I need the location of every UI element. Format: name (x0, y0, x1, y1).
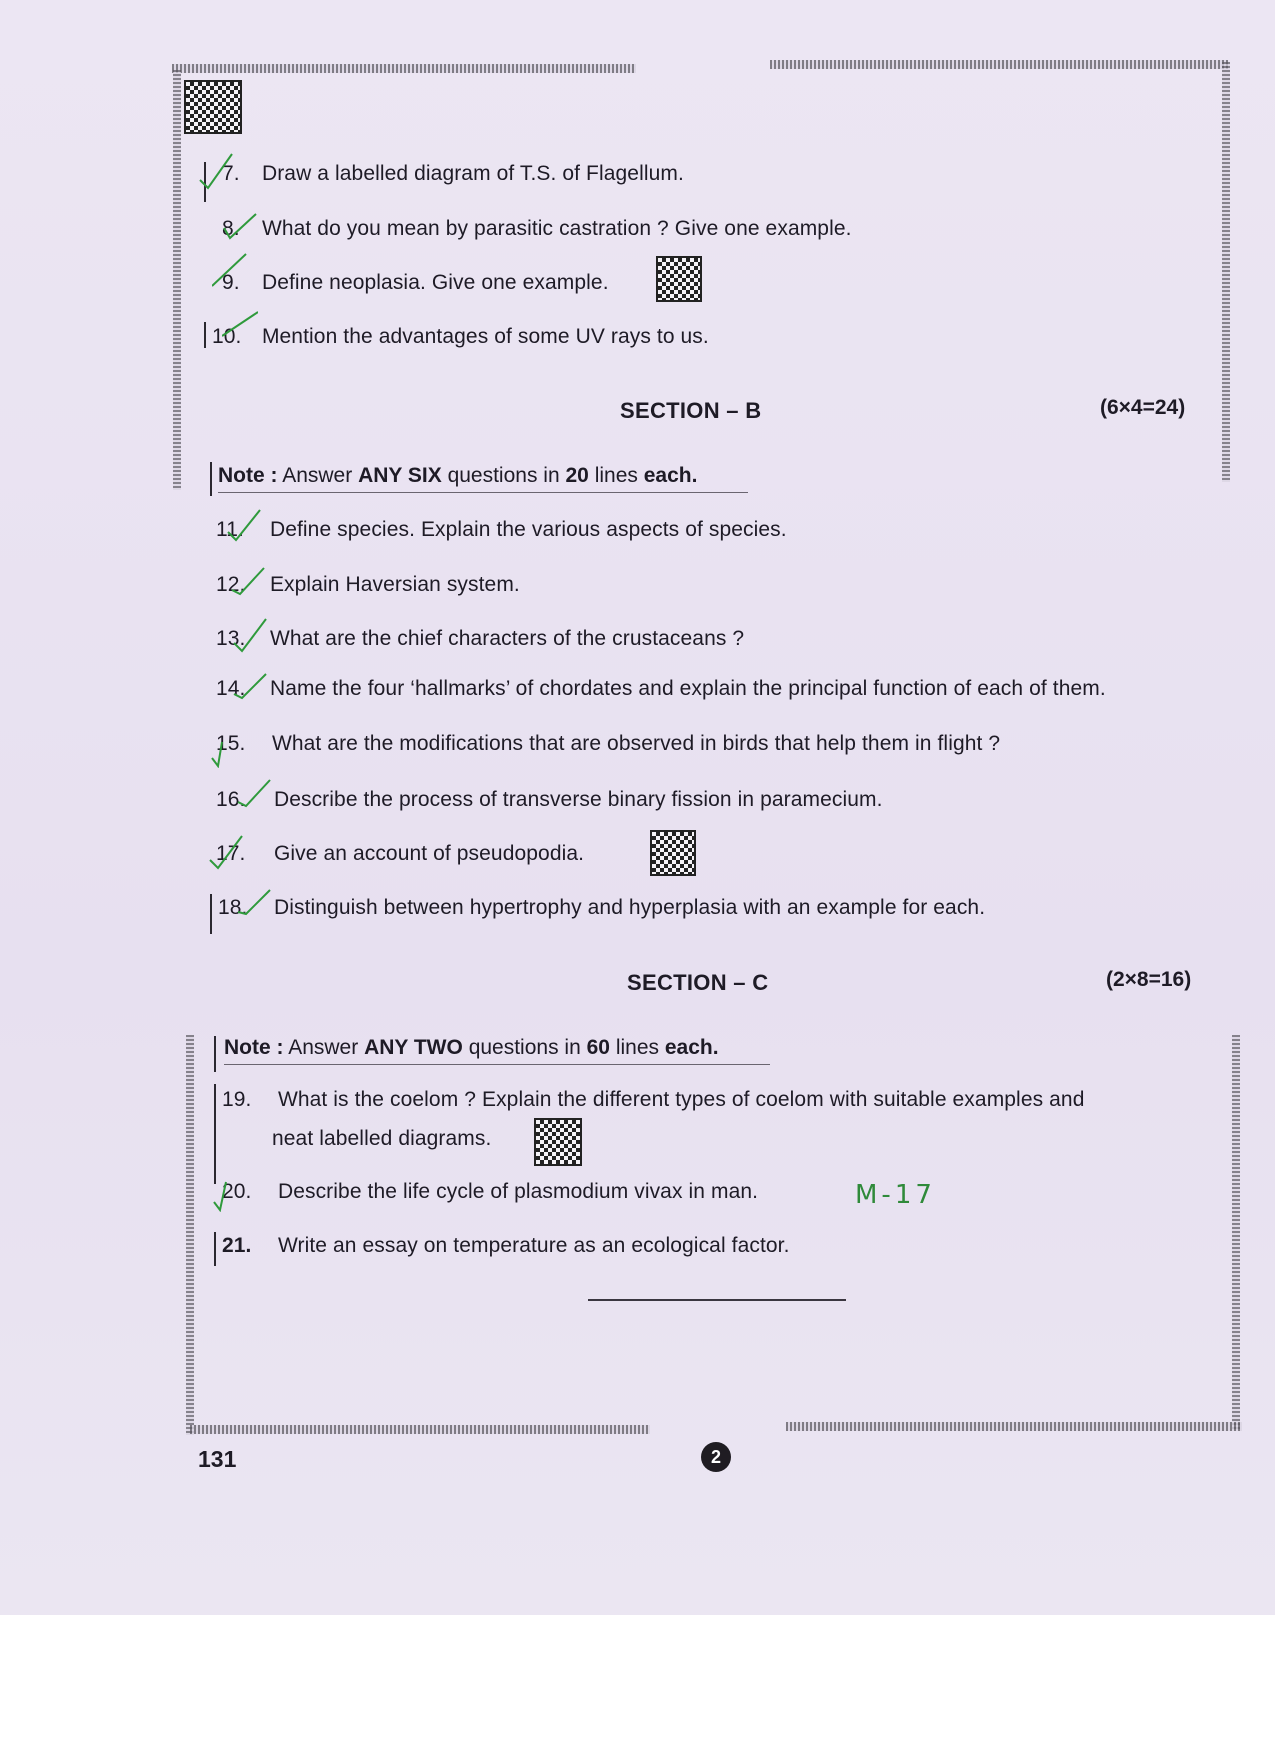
margin-bracket (214, 1232, 216, 1266)
check-mark-icon (198, 150, 234, 190)
question-21 (222, 1234, 790, 1258)
question-number: 15. (216, 732, 246, 755)
page-number-badge: 2 (701, 1442, 731, 1472)
section-b-note (218, 464, 697, 488)
section-c-title: SECTION – C (627, 970, 769, 995)
check-mark-icon (222, 302, 258, 342)
question-16 (216, 788, 883, 812)
note-each: each. (664, 1036, 719, 1059)
note-text: questions in (468, 1036, 581, 1059)
question-17 (216, 842, 584, 866)
bottom-border-right (786, 1422, 1242, 1431)
question-14 (216, 677, 1106, 701)
top-border-right (770, 60, 1228, 69)
margin-bracket (210, 894, 212, 934)
note-count: ANY SIX (358, 464, 442, 487)
check-mark-icon (236, 776, 272, 816)
question-number: 16. (216, 788, 246, 811)
qr-code-icon (656, 256, 702, 302)
check-mark-icon (236, 884, 272, 924)
question-text: Describe the life cycle of plasmodium vivax in man. (277, 1180, 759, 1203)
top-border-left (172, 64, 636, 73)
section-b-marks: (6×4=24) (1100, 396, 1186, 419)
right-border-bottom (1232, 1035, 1240, 1430)
question-19 (222, 1088, 1084, 1112)
check-mark-icon (230, 564, 266, 604)
question-text: Define neoplasia. Give one example. (261, 271, 609, 294)
check-mark-icon (212, 1172, 248, 1212)
question-text: What is the coelom ? Explain the different types of coelom with suitable examples and (277, 1088, 1085, 1111)
question-text: Mention the advantages of some UV rays to us. (261, 325, 709, 348)
question-number: 8. (222, 217, 240, 240)
question-10 (212, 325, 709, 349)
question-text: What are the modifications that are observed in birds that help them in flight ? (271, 732, 1001, 755)
check-mark-icon (222, 208, 258, 248)
qr-code-icon (534, 1118, 582, 1166)
paper-code: 131 (198, 1446, 237, 1472)
note-text: Answer (288, 1036, 359, 1059)
question-text: Define species. Explain the various aspects of species. (269, 518, 787, 541)
question-number: 18. (218, 896, 248, 919)
question-number: 21. (222, 1234, 252, 1257)
question-number: 10. (212, 325, 242, 348)
question-text: Describe the process of transverse binary fission in paramecium. (273, 788, 883, 811)
margin-bracket (210, 462, 212, 496)
right-border-top (1222, 62, 1230, 482)
note-lines: 20 (565, 464, 589, 487)
question-8 (222, 217, 852, 241)
question-number: 12. (216, 573, 246, 596)
left-border-bottom (186, 1035, 194, 1435)
section-b-title: SECTION – B (620, 398, 762, 423)
question-text: Give an account of pseudopodia. (273, 842, 585, 865)
note-text: questions in (447, 464, 560, 487)
question-7 (222, 162, 684, 186)
question-number: 7. (222, 162, 240, 185)
question-18 (218, 896, 985, 920)
note-count: ANY TWO (364, 1036, 463, 1059)
section-c-marks: (2×8=16) (1106, 968, 1192, 991)
question-9 (222, 271, 609, 295)
question-text: Distinguish between hypertrophy and hyperplasia with an example for each. (273, 896, 986, 919)
note-text: lines (594, 464, 638, 487)
left-border-top (173, 70, 181, 490)
end-of-paper-line (588, 1299, 846, 1301)
note-lines: 60 (586, 1036, 610, 1059)
question-text: Write an essay on temperature as an ecological factor. (277, 1234, 790, 1257)
question-text: What are the chief characters of the crustaceans ? (269, 627, 745, 650)
check-mark-icon (212, 250, 248, 290)
question-text: Draw a labelled diagram of T.S. of Flagellum. (261, 162, 684, 185)
section-c-note (224, 1036, 719, 1060)
question-text: Explain Haversian system. (269, 573, 520, 596)
question-text: What do you mean by parasitic castration ? Give one example. (261, 217, 852, 240)
question-19-continued: neat labelled diagrams. (272, 1127, 492, 1150)
question-number: 13. (216, 627, 246, 650)
check-mark-icon (232, 615, 268, 655)
question-number: 9. (222, 271, 240, 294)
note-underline (218, 492, 748, 493)
check-mark-icon (226, 506, 262, 546)
handwritten-note: M-17 (855, 1180, 936, 1210)
qr-code-icon (650, 830, 696, 876)
question-13 (216, 627, 744, 651)
note-underline (224, 1064, 770, 1065)
check-mark-icon (232, 668, 268, 708)
bottom-border-left (190, 1425, 650, 1434)
question-20 (222, 1180, 758, 1204)
margin-bracket (214, 1036, 216, 1072)
question-number: 19. (222, 1088, 252, 1111)
check-mark-icon (210, 728, 246, 768)
note-text: Answer (282, 464, 353, 487)
note-label: Note : (218, 464, 278, 487)
note-each: each. (643, 464, 698, 487)
check-mark-icon (208, 830, 244, 870)
question-text: Name the four ‘hallmarks’ of chordates and explain the principal function of each of them. (269, 677, 1106, 700)
note-label: Note : (224, 1036, 284, 1059)
question-number: 11. (216, 518, 244, 541)
question-number: 20. (222, 1180, 252, 1203)
margin-bracket (214, 1084, 216, 1184)
question-number: 17. (216, 842, 246, 865)
margin-bracket (204, 322, 206, 348)
question-number: 14. (216, 677, 246, 700)
corner-qr-code-icon (184, 80, 242, 134)
question-15 (216, 732, 1000, 756)
note-text: lines (615, 1036, 660, 1059)
question-11 (216, 518, 787, 542)
